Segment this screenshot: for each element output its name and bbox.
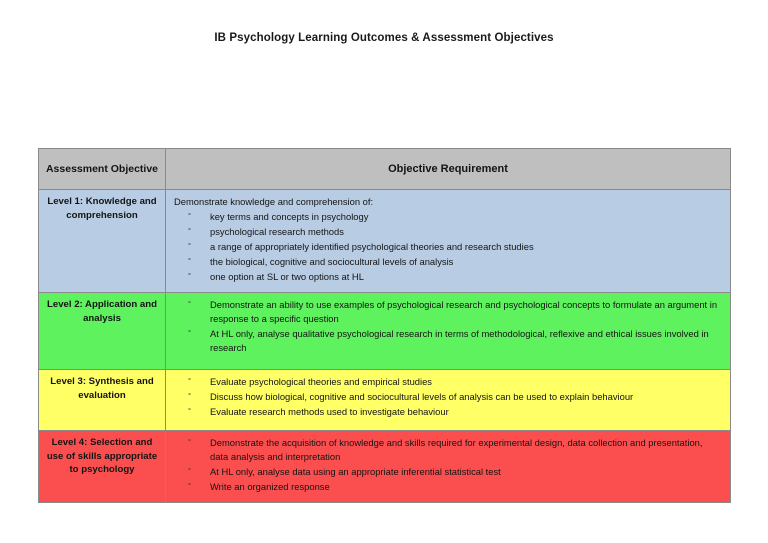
- ring-bullet-icon: °: [188, 241, 191, 250]
- ring-bullet-icon: °: [188, 406, 191, 415]
- list-item-text: Evaluate research methods used to investigate behaviour: [210, 406, 449, 417]
- assessment-objective-level-label: Level 2: Application and analysis: [39, 293, 166, 370]
- list-item-text: Demonstrate an ability to use examples of psychological research and psychological concepts to formulate an argument in response to a specific question: [210, 299, 718, 324]
- list-item-text: At HL only, analyse data using an appropriate inferential statistical test: [210, 466, 501, 477]
- list-item-text: At HL only, analyse qualitative psychological research in terms of methodological, reflexive and ethical issues involved in research: [210, 328, 709, 353]
- requirement-bullet-list: [174, 298, 722, 355]
- ring-bullet-icon: °: [188, 376, 191, 385]
- list-item: [174, 270, 722, 284]
- requirement-bullet-list: [174, 210, 722, 284]
- ring-bullet-icon: °: [188, 391, 191, 400]
- objective-requirement-cell: [166, 370, 731, 431]
- ring-bullet-icon: °: [188, 211, 191, 220]
- requirement-bullet-list: [174, 375, 722, 419]
- ring-bullet-icon: °: [188, 299, 191, 308]
- list-item-text: Demonstrate the acquisition of knowledge and skills required for experimental design, data collection and presentation, data analysis and interpretation: [210, 437, 703, 462]
- list-item: [174, 405, 722, 419]
- assessment-objective-level-label: Level 3: Synthesis and evaluation: [39, 370, 166, 431]
- list-item: [174, 298, 722, 326]
- list-item: [174, 390, 722, 404]
- list-item-text: Evaluate psychological theories and empirical studies: [210, 376, 432, 387]
- column-header-objective-requirement: Objective Requirement: [166, 149, 731, 190]
- list-item: [174, 210, 722, 224]
- ring-bullet-icon: °: [188, 256, 191, 265]
- list-item-text: Discuss how biological, cognitive and sociocultural levels of analysis can be used to explain behaviour: [210, 391, 634, 402]
- objective-requirement-cell: [166, 431, 731, 503]
- ring-bullet-icon: °: [188, 481, 191, 490]
- table-header-row: [39, 149, 731, 190]
- table-body: [39, 190, 731, 503]
- list-item: [174, 255, 722, 269]
- table-row: [39, 431, 731, 503]
- list-item-text: a range of appropriately identified psychological theories and research studies: [210, 241, 534, 252]
- assessment-objectives-table-wrapper: [38, 148, 730, 503]
- requirement-lead-text: Demonstrate knowledge and comprehension of:: [174, 196, 374, 207]
- list-item-text: psychological research methods: [210, 226, 344, 237]
- ring-bullet-icon: °: [188, 437, 191, 446]
- list-item: [174, 375, 722, 389]
- list-item-text: Write an organized response: [210, 481, 330, 492]
- assessment-objective-level-label: Level 4: Selection and use of skills appropriate to psychology: [39, 431, 166, 503]
- list-item: [174, 465, 722, 479]
- requirement-bullet-list: [174, 436, 722, 494]
- objective-requirement-cell: [166, 190, 731, 293]
- page-title: IB Psychology Learning Outcomes & Assessment Objectives: [214, 32, 554, 44]
- list-item: [174, 436, 722, 464]
- table-row: [39, 293, 731, 370]
- table-row: [39, 370, 731, 431]
- list-item: [174, 327, 722, 355]
- assessment-objectives-table: [38, 148, 731, 503]
- ring-bullet-icon: °: [188, 466, 191, 475]
- list-item: [174, 480, 722, 494]
- list-item-text: the biological, cognitive and sociocultural levels of analysis: [210, 256, 454, 267]
- assessment-objective-level-label: Level 1: Knowledge and comprehension: [39, 190, 166, 293]
- list-item-text: one option at SL or two options at HL: [210, 271, 364, 282]
- ring-bullet-icon: °: [188, 226, 191, 235]
- list-item: [174, 240, 722, 254]
- list-item-text: key terms and concepts in psychology: [210, 211, 369, 222]
- ring-bullet-icon: °: [188, 328, 191, 337]
- table-row: [39, 190, 731, 293]
- ring-bullet-icon: °: [188, 271, 191, 280]
- objective-requirement-cell: [166, 293, 731, 370]
- column-header-assessment-objective: Assessment Objective: [39, 149, 166, 190]
- list-item: [174, 225, 722, 239]
